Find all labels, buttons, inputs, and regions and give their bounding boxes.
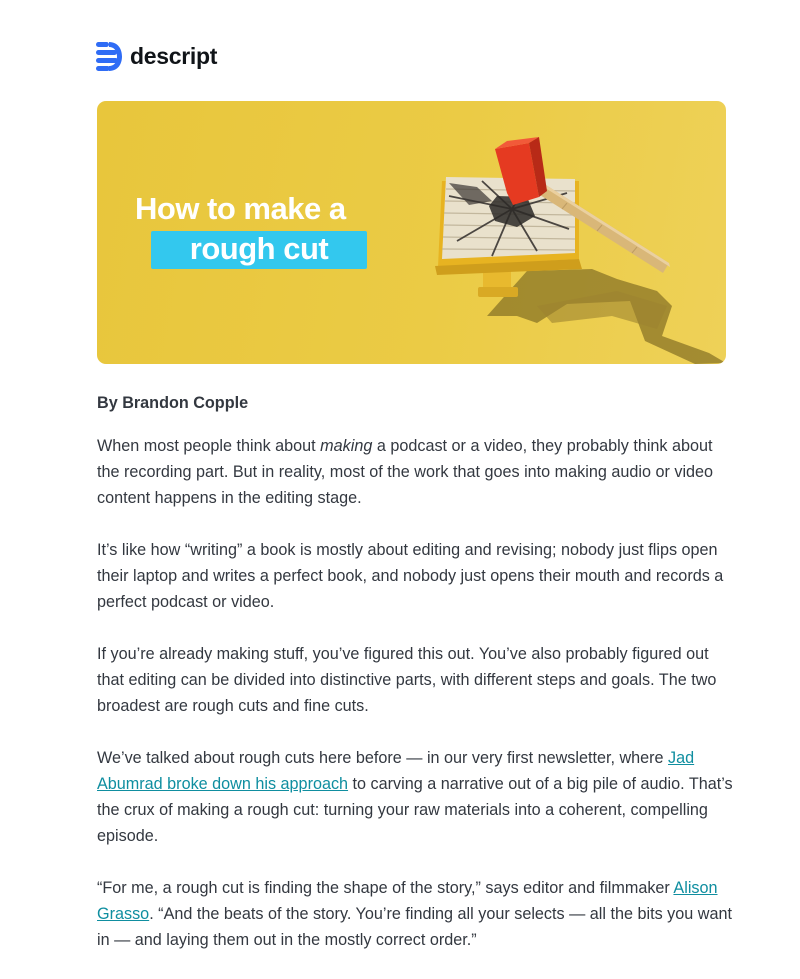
paragraph-5-before: “For me, a rough cut is finding the shape of the story,” says editor and filmmaker — [97, 879, 674, 897]
paragraph-1 — [97, 433, 737, 511]
paragraph-5 — [97, 875, 737, 953]
paragraph-3: If you’re already making stuff, you’ve figured this out. You’ve also probably figured out that editing can be divided into distinctive parts, with different steps and goals. The two broadest are rough cuts and fine cuts. — [97, 645, 717, 715]
hero-title-line2: rough cut — [151, 231, 367, 269]
alison-grasso-link[interactable]: Alison Grasso — [97, 879, 718, 923]
descript-logo[interactable] — [96, 40, 217, 72]
hero-title-line1: How to make a — [135, 191, 346, 226]
paragraph-2: It’s like how “writing” a book is mostly about editing and revising; nobody just flips open their laptop and writes a perfect book, and nobody just opens their mouth and records a perfect podcast or video. — [97, 541, 724, 611]
descript-logo-icon — [96, 41, 122, 71]
paragraph-4-after: to carving a narrative out of a big pile of audio. That’s the crux of making a rough cut: turning your raw materials into a coherent, compelling episode. — [97, 775, 733, 845]
paragraph-4-before: We’ve talked about rough cuts here before — in our very first newsletter, where — [97, 749, 669, 767]
article-body — [97, 391, 737, 979]
article-byline: By Brandon Copple — [97, 394, 249, 412]
hero-banner — [97, 101, 726, 364]
paragraph-4 — [97, 745, 737, 849]
jad-abumrad-link[interactable]: Jad Abumrad broke down his approach — [97, 749, 695, 793]
brand-name: descript — [130, 42, 218, 69]
paragraph-1-emphasis: making — [320, 437, 373, 455]
paragraph-1-after: a podcast or a video, they probably think about the recording part. But in reality, most of the work that goes into making audio or video content happens in the editing stage. — [97, 437, 714, 507]
paragraph-5-after: . “And the beats of the story. You’re finding all your selects — all the bits you want in — and laying them out in the mostly correct order.” — [97, 905, 732, 949]
paragraph-1-before: When most people think about — [97, 437, 321, 455]
